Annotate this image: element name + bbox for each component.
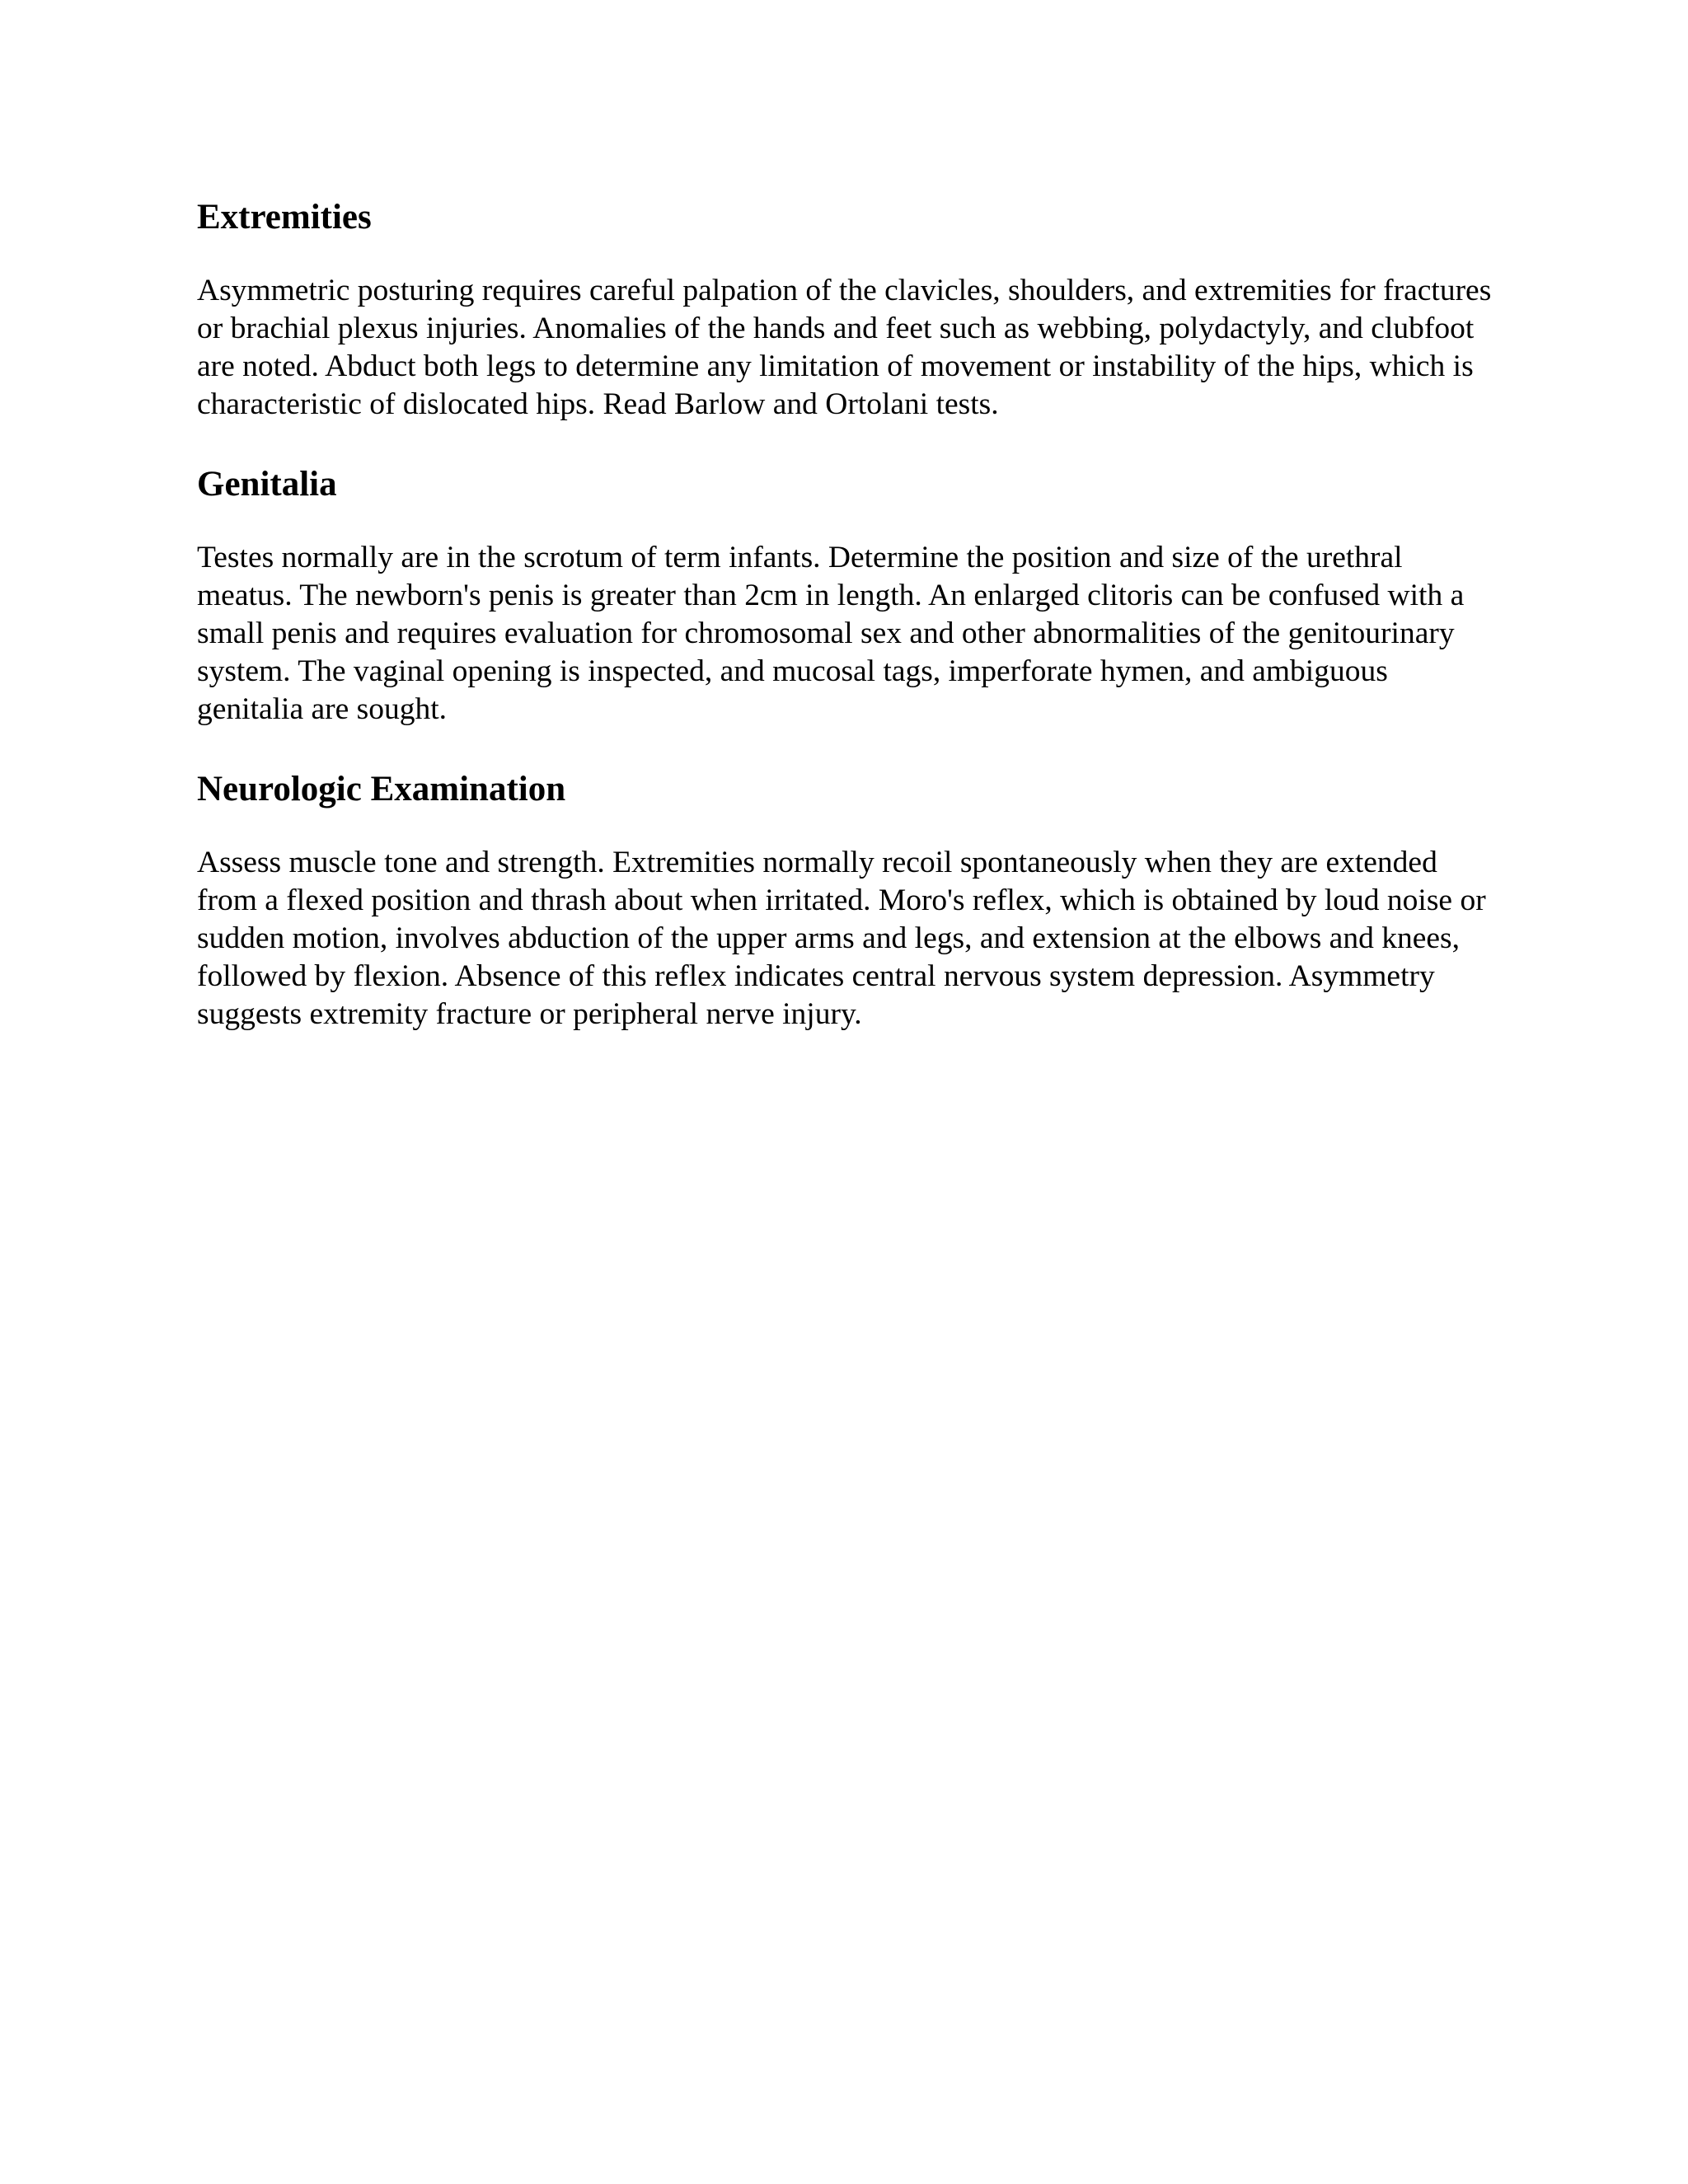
section-heading: Extremities bbox=[197, 198, 372, 237]
section-heading: Neurologic Examination bbox=[197, 770, 566, 808]
section-paragraph: Asymmetric posturing requires careful palpation of the clavicles, shoulders, and extremities for fractures or brachial plexus injuries. Anomalies of the hands and feet such as webbing, polydactyly, and clubfoot are noted. Abduct both legs to determine any limitation of movement or instability of the hips, which is characteristic of dislocated hips. Read Barlow and Ortolani tests. bbox=[197, 274, 1492, 421]
section-heading: Genitalia bbox=[197, 465, 337, 504]
section-genitalia bbox=[197, 462, 1499, 729]
document-page bbox=[197, 194, 1499, 1071]
section-paragraph: Assess muscle tone and strength. Extremities normally recoil spontaneously when they are extended from a flexed position and thrash about when irritated. Moro's reflex, which is obtained by loud noise or sudden motion, involves abduction of the upper arms and legs, and extension at the elbows and knees, followed by flexion. Absence of this reflex indicates central nervous system depression. Asymmetry suggests extremity fracture or peripheral nerve injury. bbox=[197, 846, 1486, 1031]
section-extremities bbox=[197, 194, 1499, 424]
section-neurologic-examination bbox=[197, 766, 1499, 1033]
section-paragraph: Testes normally are in the scrotum of term infants. Determine the position and size of the urethral meatus. The newborn's penis is greater than 2cm in length. An enlarged clitoris can be confused with a small penis and requires evaluation for chromosomal sex and other abnormalities of the genitourinary system. The vaginal opening is inspected, and mucosal tags, imperforate hymen, and ambiguous genitalia are sought. bbox=[197, 541, 1465, 726]
